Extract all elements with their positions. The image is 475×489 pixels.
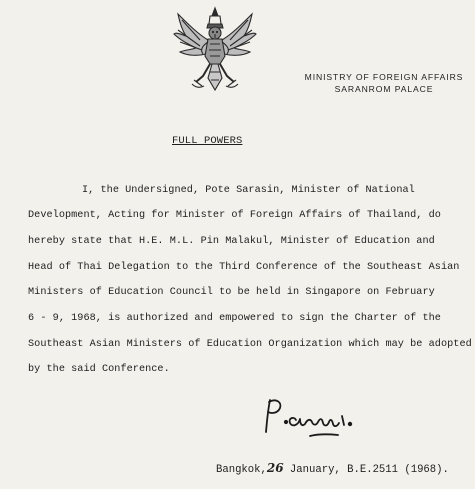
handwritten-signature-icon: [258, 392, 378, 442]
body-line: Southeast Asian Ministers of Education Organization which may be adopted: [28, 339, 472, 350]
dateline-day: 26: [266, 461, 284, 475]
body-line: 6 - 9, 1968, is authorized and empowered to sign the Charter of the: [28, 313, 441, 324]
body-line: Development, Acting for Minister of Foreign Affairs of Thailand, do: [28, 210, 441, 221]
ministry-letterhead: [296, 71, 472, 95]
body-line: by the said Conference.: [28, 364, 170, 375]
body-line: Head of Thai Delegation to the Third Conference of the Southeast Asian: [28, 262, 460, 273]
document-title: FULL POWERS: [172, 135, 243, 147]
body-line: hereby state that H.E. M.L. Pin Malakul, Minister of Education and: [28, 236, 435, 247]
dateline-suffix: January, B.E.2511 (1968).: [289, 464, 449, 476]
garuda-emblem-icon: [170, 4, 260, 96]
body-line: Ministers of Education Council to be held in Singapore on February: [28, 287, 435, 298]
dateline: [216, 461, 449, 476]
body-line: I, the Undersigned, Pote Sarasin, Minister of National: [82, 185, 415, 196]
dateline-prefix: Bangkok,: [216, 464, 267, 476]
palace-name: SARANROM PALACE: [334, 84, 434, 94]
ministry-name: MINISTRY OF FOREIGN AFFAIRS: [304, 72, 464, 82]
